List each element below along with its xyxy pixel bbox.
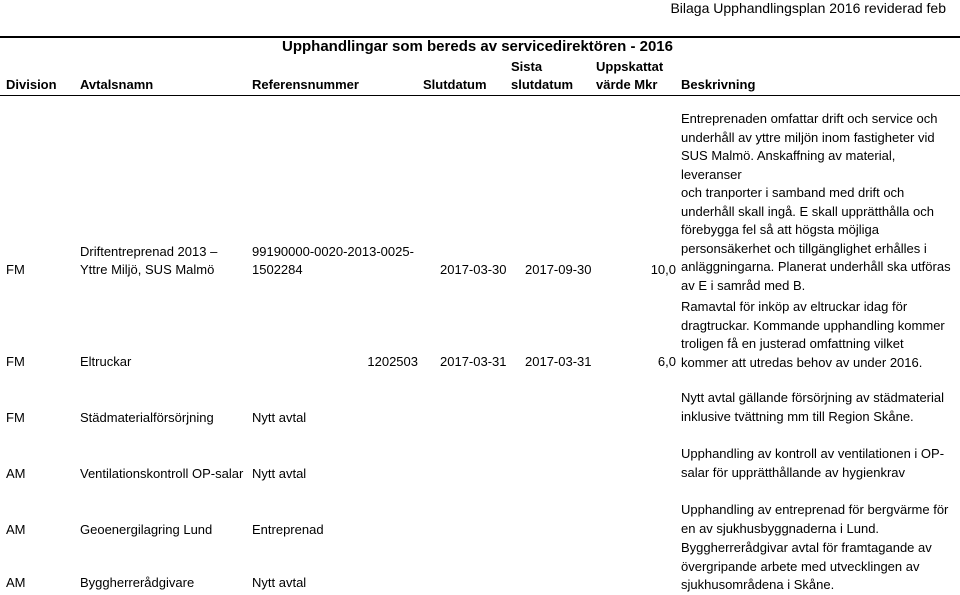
- row-division: AM: [6, 522, 26, 537]
- desc-line: en av sjukhusbyggnaderna i Lund.: [681, 520, 880, 536]
- desc-line: Upphandling av entreprenad för bergvärme för: [681, 502, 949, 517]
- row-avtalsnamn: Geoenergilagring Lund: [80, 522, 213, 537]
- row-division: FM: [6, 262, 25, 277]
- row-ref: 1202503: [367, 354, 418, 369]
- desc-line: sjukhusområdena i Skåne.: [681, 577, 835, 592]
- desc-line: Ramavtal för inköp av eltruckar idag för: [681, 299, 908, 314]
- row-description: [681, 501, 959, 538]
- row-sista-slutdatum: 2017-03-31: [525, 354, 592, 369]
- desc-line: underhåll av yttre miljön inom fastigheter vid: [681, 129, 935, 145]
- desc-line: salar för upprätthållande av hygienkrav: [681, 464, 906, 480]
- row-division: AM: [6, 466, 26, 481]
- col-uppskattat-line2: värde Mkr: [596, 77, 658, 92]
- desc-line: underhåll skall ingå. E skall upprätthålla och: [681, 203, 934, 219]
- row-division: AM: [6, 575, 26, 590]
- row-ref: Entreprenad: [252, 522, 324, 537]
- desc-line: inklusive tvättning mm till Region Skåne.: [681, 408, 914, 424]
- row-description: [681, 539, 959, 595]
- desc-line: och tranporter i samband med drift och: [681, 185, 905, 200]
- desc-line: Byggherrerådgivar avtal för framtagande av: [681, 540, 932, 555]
- desc-line: Nytt avtal gällande försörjning av städmaterial: [681, 390, 945, 405]
- col-slutdatum: Slutdatum: [423, 77, 487, 92]
- col-sista-line2: slutdatum: [511, 77, 574, 92]
- row-slutdatum: 2017-03-30: [440, 262, 507, 277]
- row-description: [681, 298, 959, 372]
- desc-line: anläggningarna. Planerat underhåll ska utföras: [681, 259, 951, 274]
- desc-line: SUS Malmö. Anskaffning av material, leveranser: [681, 148, 896, 182]
- row-avtalsnamn: Ventilationskontroll OP-salar: [80, 466, 244, 481]
- row-description: [681, 110, 959, 295]
- row-avtalsnamn: Städmaterialförsörjning: [80, 410, 214, 425]
- desc-line: förebygga fel så att högsta möjliga: [681, 222, 880, 237]
- row-varde: 6,0: [657, 354, 676, 369]
- row-sista-slutdatum: 2017-09-30: [525, 262, 592, 277]
- col-division: Division: [6, 77, 57, 92]
- header-divider: [0, 95, 960, 96]
- table-title: Upphandlingar som bereds av servicedirektören - 2016: [282, 38, 673, 55]
- row-ref: Nytt avtal: [252, 575, 307, 590]
- page-header: Bilaga Upphandlingsplan 2016 reviderad feb: [670, 0, 946, 16]
- row-ref: Nytt avtal: [252, 466, 307, 481]
- desc-line: av E i samråd med B.: [681, 277, 806, 293]
- row-division: FM: [6, 354, 25, 369]
- desc-line: kommer att utredas behov av under 2016.: [681, 354, 923, 370]
- row-description: [681, 445, 959, 482]
- col-uppskattat-line1: Uppskattat: [596, 59, 664, 74]
- row-avtalsnamn: Byggherrerådgivare: [80, 575, 195, 590]
- row-avtalsnamn-line1: Driftentreprenad 2013 –: [80, 244, 218, 259]
- row-ref: Nytt avtal: [252, 410, 307, 425]
- desc-line: dragtruckar. Kommande upphandling kommer: [681, 317, 945, 333]
- row-description: [681, 389, 959, 426]
- desc-line: personsäkerhet och tillgänglighet erhålles i: [681, 240, 927, 256]
- desc-line: troligen få en justerad omfattning vilket: [681, 336, 904, 351]
- col-beskrivning: Beskrivning: [681, 77, 756, 92]
- row-ref-line1: 99190000-0020-2013-0025-: [252, 244, 414, 259]
- row-avtalsnamn: Eltruckar: [80, 354, 132, 369]
- row-division: FM: [6, 410, 25, 425]
- col-referensnummer: Referensnummer: [252, 77, 359, 92]
- desc-line: Upphandling av kontroll av ventilationen i OP-: [681, 446, 945, 461]
- row-slutdatum: 2017-03-31: [440, 354, 507, 369]
- desc-line: Entreprenaden omfattar drift och service och: [681, 111, 938, 126]
- row-avtalsnamn-line2: Yttre Miljö, SUS Malmö: [80, 262, 215, 277]
- row-ref-line2: 1502284: [252, 262, 303, 277]
- col-avtalsnamn: Avtalsnamn: [80, 77, 154, 92]
- col-sista-line1: Sista: [511, 59, 543, 74]
- desc-line: övergripande arbete med utvecklingen av: [681, 558, 920, 574]
- row-varde: 10,0: [650, 262, 676, 277]
